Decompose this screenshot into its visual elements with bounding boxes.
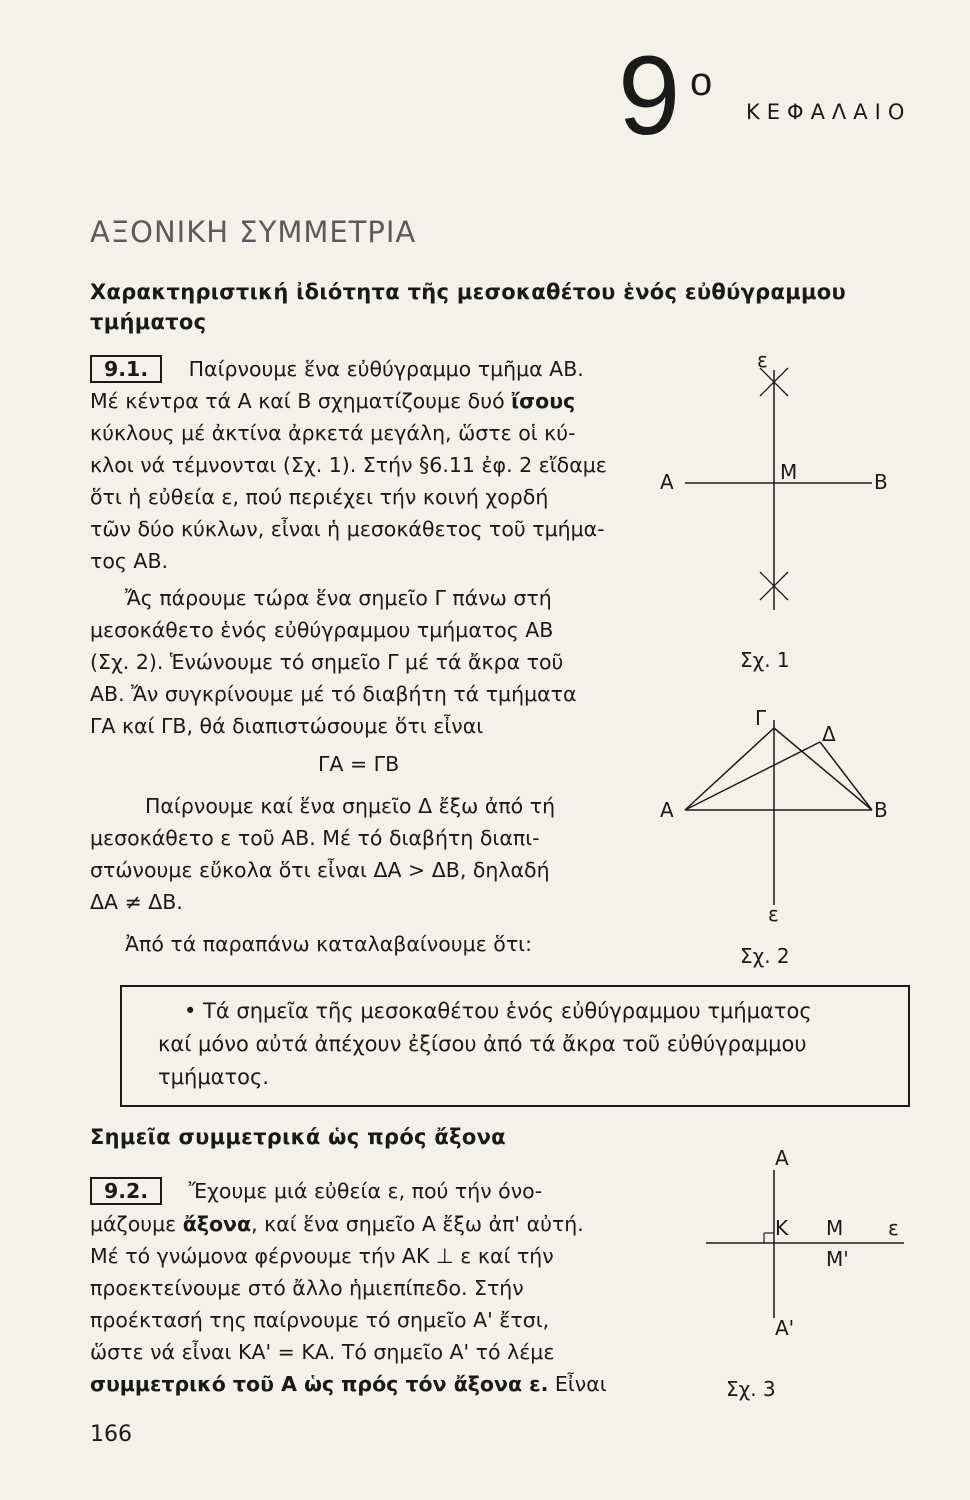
heading-perpendicular-bisector-cont: τμήματος: [90, 310, 207, 334]
chapter-number: 9: [618, 33, 681, 158]
heading-perpendicular-bisector: Χαρακτηριστική ἰδιότητα τῆς μεσοκαθέτου ἑνός εὐθύγραμμου: [90, 280, 846, 304]
fig3-label-m-prime: Μ': [826, 1247, 849, 1271]
text-line: στώνουμε εὔκολα ὅτι εἶναι ΔΑ > ΔΒ, δηλαδή: [90, 858, 550, 882]
fig1-label-m: Μ: [780, 460, 798, 484]
text-line: κλοι νά τέμνονται (Σχ. 1). Στήν §6.11 ἐφ. 2 εἴδαμε: [90, 453, 607, 477]
fig2-caption: Σχ. 2: [740, 944, 790, 968]
equation-ga-gb: ΓΑ = ΓΒ: [318, 752, 400, 776]
fig1-caption: Σχ. 1: [740, 648, 790, 672]
fig2-label-a: Α: [660, 798, 674, 822]
fig2-label-b: Β: [874, 798, 888, 822]
text-line: Παίρνουμε καί ἕνα σημεῖο Δ ἔξω ἀπό τή: [145, 794, 556, 818]
text-line: ὥστε νά εἶναι ΚΑ' = ΚΑ. Τό σημεῖο Α' τό λέμε: [90, 1340, 555, 1364]
text-bold-axis: ἄξονα: [182, 1212, 252, 1236]
text-line: ΓΑ καί ΓΒ, θά διαπιστώσουμε ὅτι εἶναι: [90, 714, 484, 738]
fig3-caption: Σχ. 3: [726, 1377, 776, 1401]
theorem-line: • Τά σημεῖα τῆς μεσοκαθέτου ἑνός εὐθύγραμμου τμήματος: [184, 999, 812, 1023]
text-line: μάζουμε: [90, 1212, 183, 1236]
text-bold-equal: ἴσους: [511, 389, 576, 413]
fig3-label-a-prime: Α': [775, 1316, 795, 1340]
theorem-line: τμήματος.: [158, 1065, 270, 1089]
theorem-line: καί μόνο αὐτά ἀπέχουν ἐξίσου ἀπό τά ἄκρα τοῦ εὐθύγραμμου: [158, 1032, 807, 1056]
fig2-label-e: ε: [768, 902, 779, 926]
fig3-label-m: Μ: [826, 1216, 844, 1240]
text-line: ΑΒ. Ἄν συγκρίνουμε μέ τό διαβήτη τά τμήματα: [90, 682, 577, 706]
text-line: ὅτι ἡ εὐθεία ε, πού περιέχει τήν κοινή χορδή: [90, 485, 549, 509]
fig2-label-d: Δ: [822, 722, 836, 746]
text-line: μεσοκάθετο ἑνός εὐθύγραμμου τμήματος ΑΒ: [90, 618, 554, 642]
fig3-label-a: Α: [775, 1146, 789, 1170]
text-line: (Σχ. 2). Ἑνώνουμε τό σημεῖο Γ μέ τά ἄκρα τοῦ: [90, 650, 564, 674]
text-line: ΔΑ ≠ ΔΒ.: [90, 890, 183, 914]
heading-axial-symmetry: Σημεῖα συμμετρικά ὡς πρός ἄξονα: [90, 1125, 506, 1149]
fig3-label-e: ε: [888, 1216, 899, 1240]
text-line: Ἄς πάρουμε τώρα ἕνα σημεῖο Γ πάνω στή: [125, 586, 552, 610]
fig1-label-b: Β: [874, 470, 888, 494]
text-line: Παίρνουμε ἕνα εὐθύγραμμο τμῆμα ΑΒ.: [188, 357, 584, 381]
fig1-label-a: Α: [660, 470, 674, 494]
text-line: τῶν δύο κύκλων, εἶναι ἡ μεσοκάθετος τοῦ τμήμα-: [90, 517, 605, 541]
text-line: Μέ τό γνώμονα φέρνουμε τήν ΑΚ ⊥ ε καί τήν: [90, 1244, 554, 1268]
text-line: , καί ἕνα σημεῖο Α ἔξω ἀπ' αὐτή.: [251, 1212, 584, 1236]
text-line: προέκτασή της παίρνουμε τό σημεῖο Α' ἔτσι,: [90, 1308, 550, 1332]
text-line: προεκτείνουμε στό ἄλλο ἡμιεπίπεδο. Στήν: [90, 1276, 524, 1300]
page-number: 166: [90, 1422, 132, 1447]
text-line: τος ΑΒ.: [90, 549, 169, 573]
text-line: Μέ κέντρα τά Α καί Β σχηματίζουμε δυό: [90, 389, 512, 413]
fig3-label-k: Κ: [775, 1216, 789, 1240]
chapter-degree-mark: ο: [690, 60, 713, 104]
chapter-word: ΚΕΦΑΛΑΙΟ: [746, 100, 912, 124]
text-line: Ἔχουμε μιά εὐθεία ε, πού τήν όνο-: [188, 1179, 543, 1203]
paragraph-number-9-2: 9.2.: [90, 1177, 162, 1205]
fig2-label-g: Γ: [755, 706, 767, 730]
fig1-label-e: ε: [757, 348, 768, 372]
text-line: κύκλους μέ ἀκτίνα ἀρκετά μεγάλη, ὥστε οἱ κύ-: [90, 421, 576, 445]
text-line: Ἀπό τά παραπάνω καταλαβαίνουμε ὅτι:: [125, 932, 533, 956]
paragraph-number-9-1: 9.1.: [90, 355, 162, 383]
text-bold-symmetric: συμμετρικό τοῦ Α ὡς πρός τόν ἄξονα ε.: [90, 1372, 549, 1396]
text-line: Εἶναι: [548, 1372, 607, 1396]
section-title: ΑΞΟΝΙΚΗ ΣΥΜΜΕΤΡΙΑ: [90, 215, 417, 249]
text-line: μεσοκάθετο ε τοῦ ΑΒ. Μέ τό διαβήτη διαπι-: [90, 826, 540, 850]
